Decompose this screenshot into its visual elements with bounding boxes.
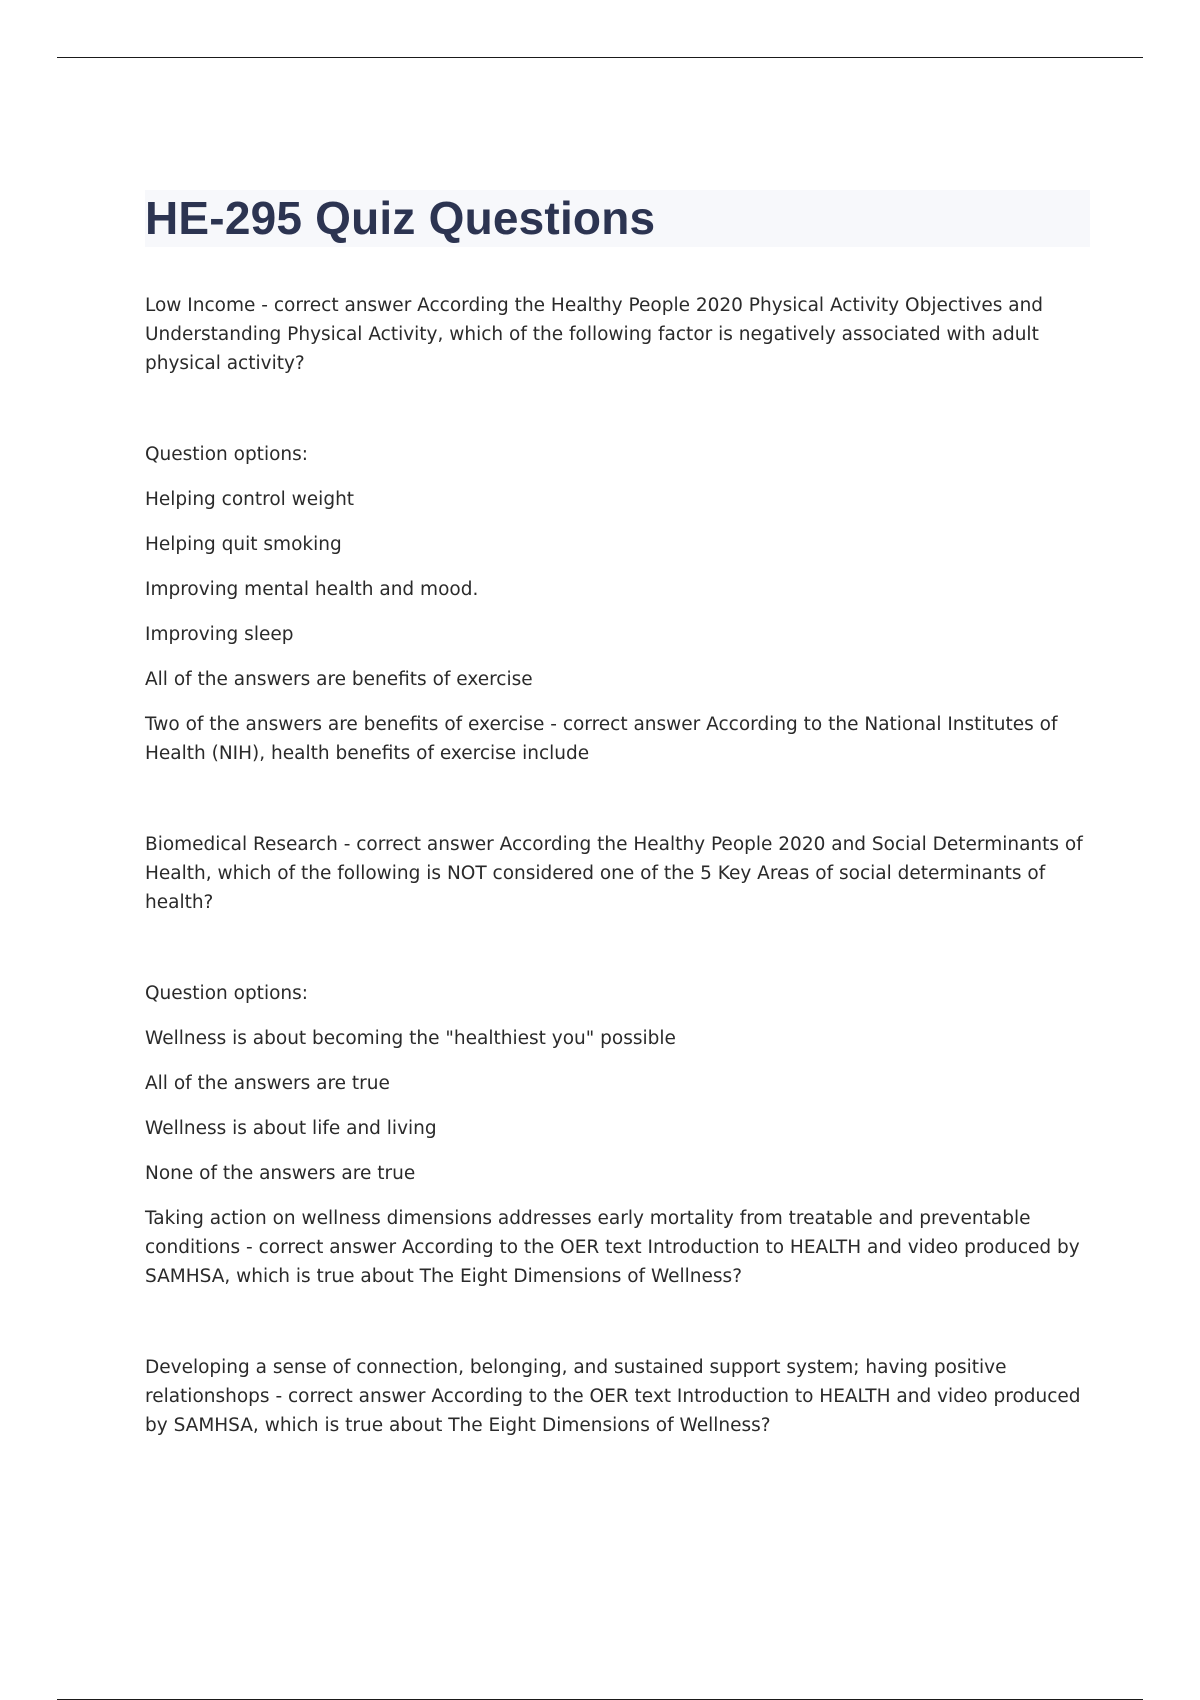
title-band	[145, 190, 1090, 247]
document-title: HE-295 Quiz Questions	[145, 192, 656, 244]
option-item: Wellness is about life and living	[145, 1118, 437, 1139]
options-header: Question options:	[145, 444, 308, 465]
option-item: None of the answers are true	[145, 1163, 416, 1184]
options-header: Question options:	[145, 983, 308, 1004]
option-item: Wellness is about becoming the "healthiest you" possible	[145, 1028, 676, 1049]
qa-biomedical-research: Biomedical Research - correct answer According the Healthy People 2020 and Social Determinants of Health, which of the following is NOT considered one of the 5 Key Areas of social determinants of health?	[145, 834, 1083, 913]
option-item: Helping control weight	[145, 489, 355, 510]
option-item: Helping quit smoking	[145, 534, 342, 555]
qa-taking-action: Taking action on wellness dimensions addresses early mortality from treatable and preventable conditions - correct answer According to the OER text Introduction to HEALTH and video produced by SAMHSA, which is true about The Eight Dimensions of Wellness?	[145, 1208, 1080, 1287]
qa-two-benefits: Two of the answers are benefits of exercise - correct answer According to the National Institutes of Health (NIH), health benefits of exercise include	[145, 714, 1058, 764]
option-item: All of the answers are benefits of exercise	[145, 669, 533, 690]
option-item: Improving sleep	[145, 624, 294, 645]
qa-low-income: Low Income - correct answer According the Healthy People 2020 Physical Activity Objectives and Understanding Physical Activity, which of the following factor is negatively associated with adult physical activity?	[145, 295, 1044, 374]
qa-developing-connection: Developing a sense of connection, belonging, and sustained support system; having positive relationshops - correct answer According to the OER text Introduction to HEALTH and video produced by SAMHSA, which is true about The Eight Dimensions of Wellness?	[145, 1357, 1081, 1436]
top-rule	[57, 57, 1143, 58]
document-body	[145, 291, 1090, 1440]
option-item: Improving mental health and mood.	[145, 579, 479, 600]
option-item: All of the answers are true	[145, 1073, 390, 1094]
